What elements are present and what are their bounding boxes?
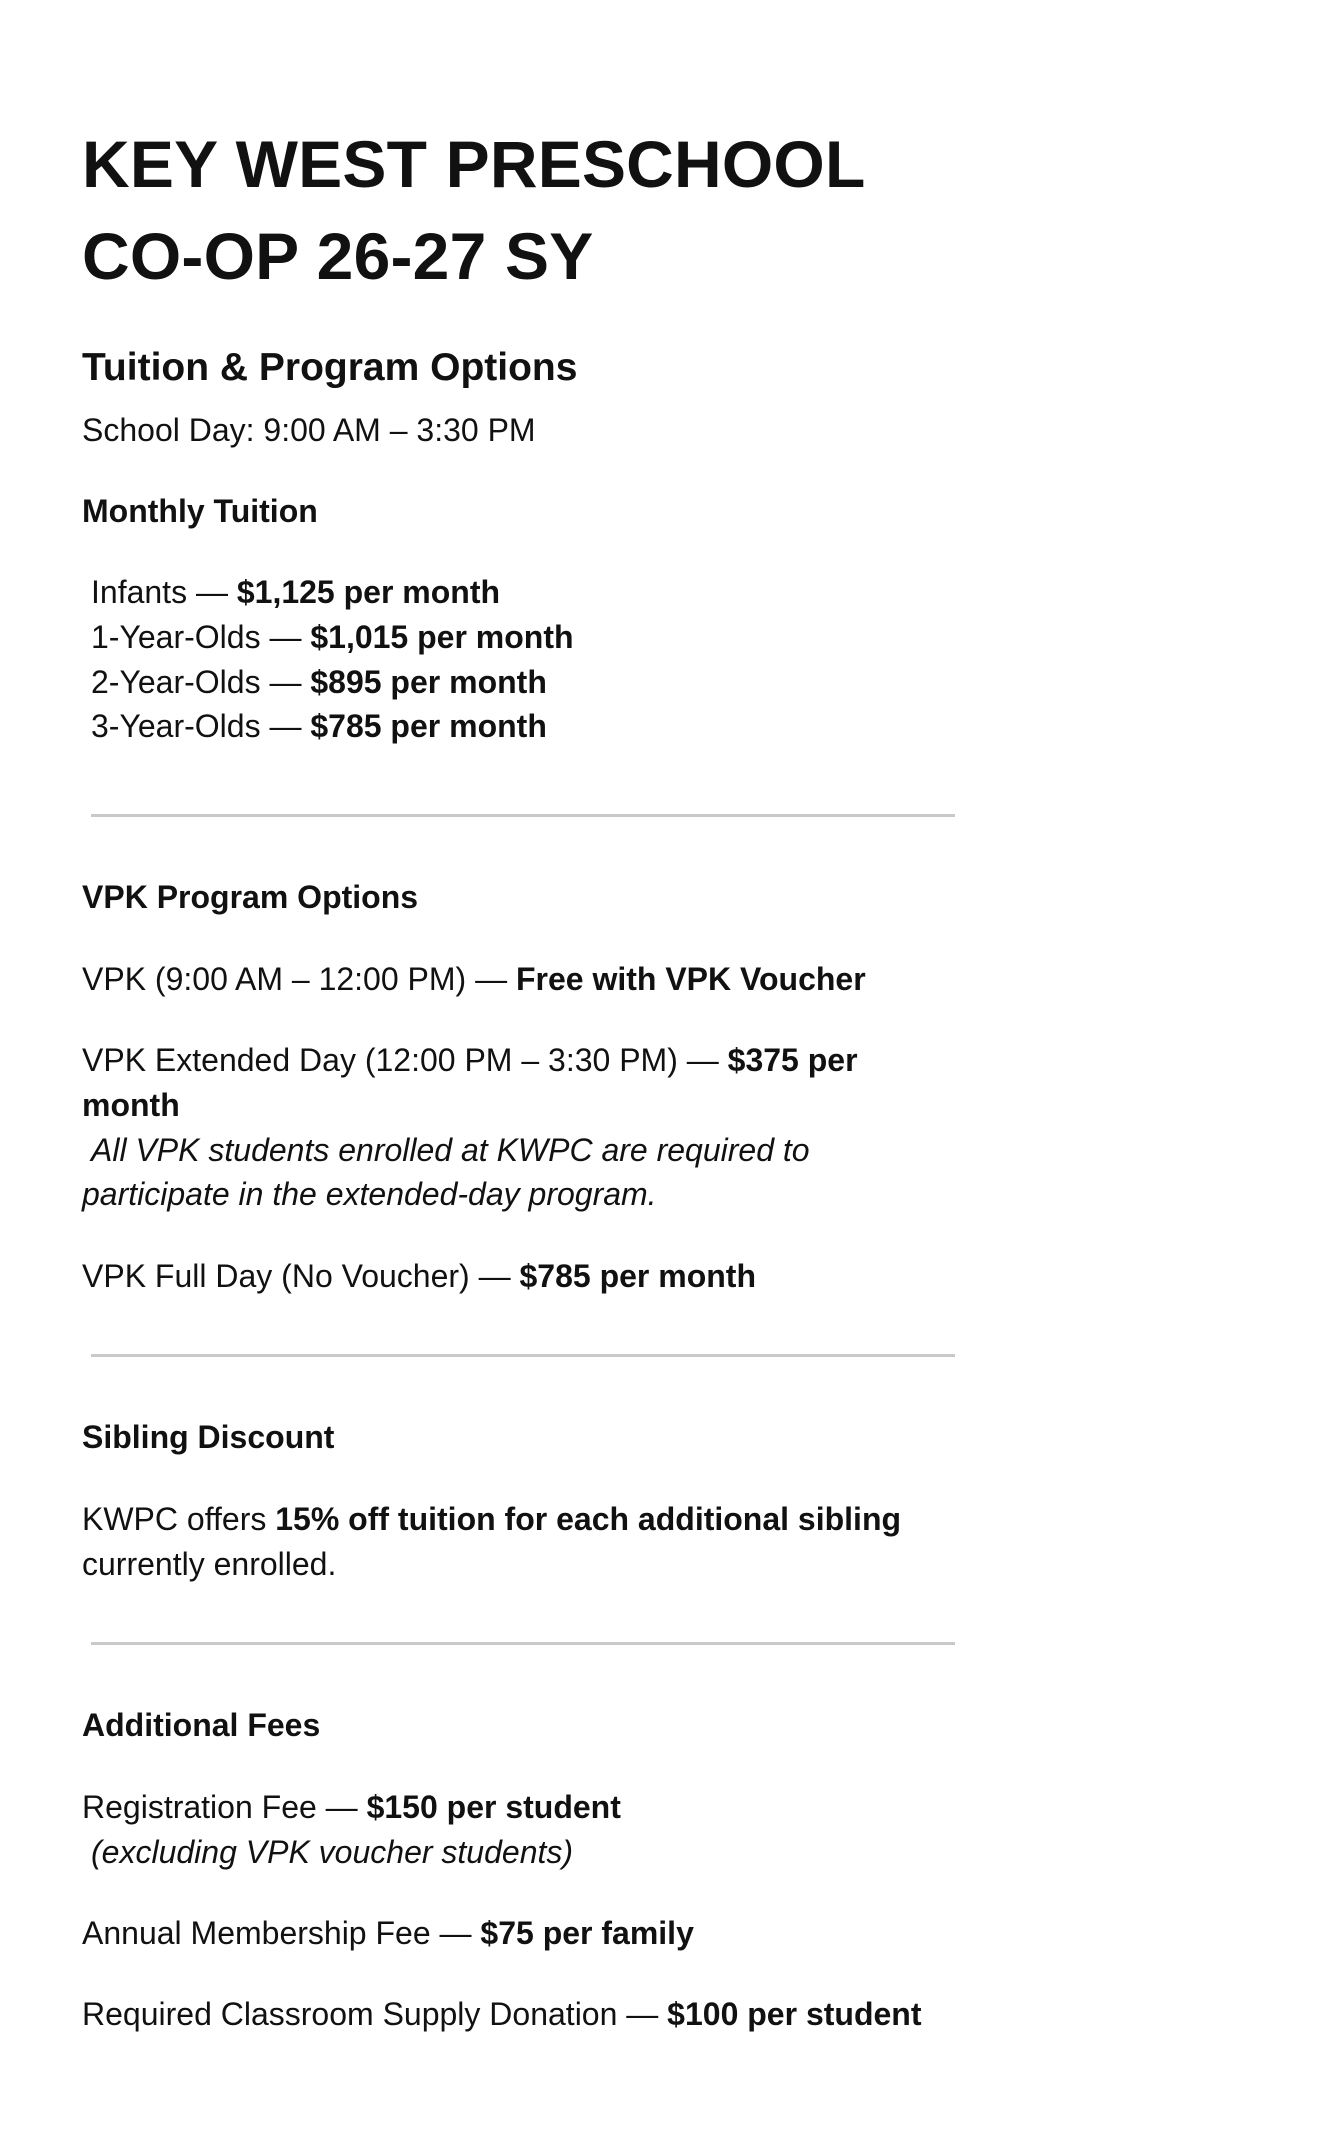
monthly-tuition-heading: Monthly Tuition (82, 493, 318, 529)
vpk-option-price: Free with VPK Voucher (515, 961, 866, 997)
divider (91, 814, 955, 817)
vpk-option-price: $785 per month (519, 1258, 756, 1294)
tuition-item-price: $895 per month (310, 664, 547, 700)
registration-fee-note: (excluding VPK voucher students) (91, 1834, 574, 1870)
tuition-item-infants (82, 570, 500, 615)
tuition-item-1-year (82, 615, 574, 660)
tuition-item-price: $1,125 per month (236, 574, 501, 610)
tuition-item-3-year (82, 704, 547, 749)
fee-label: Required Classroom Supply Donation — (82, 1996, 668, 2032)
membership-fee (82, 1911, 694, 1956)
sibling-discount-prefix: KWPC offers (82, 1501, 276, 1537)
divider (91, 1354, 955, 1357)
vpk-note-line-2: participate in the extended-day program. (82, 1176, 657, 1212)
vpk-option-half-day (82, 957, 866, 1002)
document-page (82, 118, 982, 2032)
tuition-item-2-year (82, 660, 547, 705)
sibling-discount-line-1 (82, 1497, 901, 1542)
section-subtitle: Tuition & Program Options (82, 346, 578, 389)
tuition-item-label: 1-Year-Olds — (91, 619, 311, 655)
fee-price: $75 per family (480, 1915, 694, 1951)
tuition-item-label: Infants — (91, 574, 237, 610)
sibling-discount-line-2: currently enrolled. (82, 1546, 337, 1582)
sibling-discount-heading: Sibling Discount (82, 1419, 335, 1455)
fee-price: $150 per student (366, 1789, 621, 1825)
tuition-item-label: 3-Year-Olds — (91, 708, 311, 744)
vpk-option-label: VPK Full Day (No Voucher) — (82, 1258, 520, 1294)
fee-label: Annual Membership Fee — (82, 1915, 481, 1951)
divider (91, 1642, 955, 1645)
page-title (82, 118, 982, 302)
vpk-note-line-1: All VPK students enrolled at KWPC are required to (91, 1132, 810, 1168)
vpk-option-price-continued: month (82, 1087, 180, 1123)
vpk-option-price: $375 per (727, 1042, 858, 1078)
registration-fee-note-text: excluding VPK voucher students (101, 1834, 563, 1870)
vpk-option-label: VPK Extended Day (12:00 PM – 3:30 PM) — (82, 1042, 728, 1078)
vpk-option-extended-day (82, 1038, 858, 1083)
tuition-item-label: 2-Year-Olds — (91, 664, 311, 700)
title-line-2: CO-OP 26-27 SY (82, 219, 594, 293)
vpk-option-full-day (82, 1254, 756, 1299)
registration-fee (82, 1785, 621, 1830)
sibling-discount-amount: 15% off tuition for each additional sibling (275, 1501, 902, 1537)
vpk-heading: VPK Program Options (82, 879, 419, 915)
vpk-option-label: VPK (9:00 AM – 12:00 PM) — (82, 961, 516, 997)
fee-label: Registration Fee — (82, 1789, 367, 1825)
tuition-item-price: $1,015 per month (310, 619, 574, 655)
title-line-1: KEY WEST PRESCHOOL (82, 127, 866, 201)
tuition-item-price: $785 per month (310, 708, 547, 744)
school-day-text: School Day: 9:00 AM – 3:30 PM (82, 412, 536, 448)
fee-price: $100 per student (667, 1996, 922, 2032)
additional-fees-heading: Additional Fees (82, 1707, 321, 1743)
supply-donation-fee (82, 1992, 921, 2037)
